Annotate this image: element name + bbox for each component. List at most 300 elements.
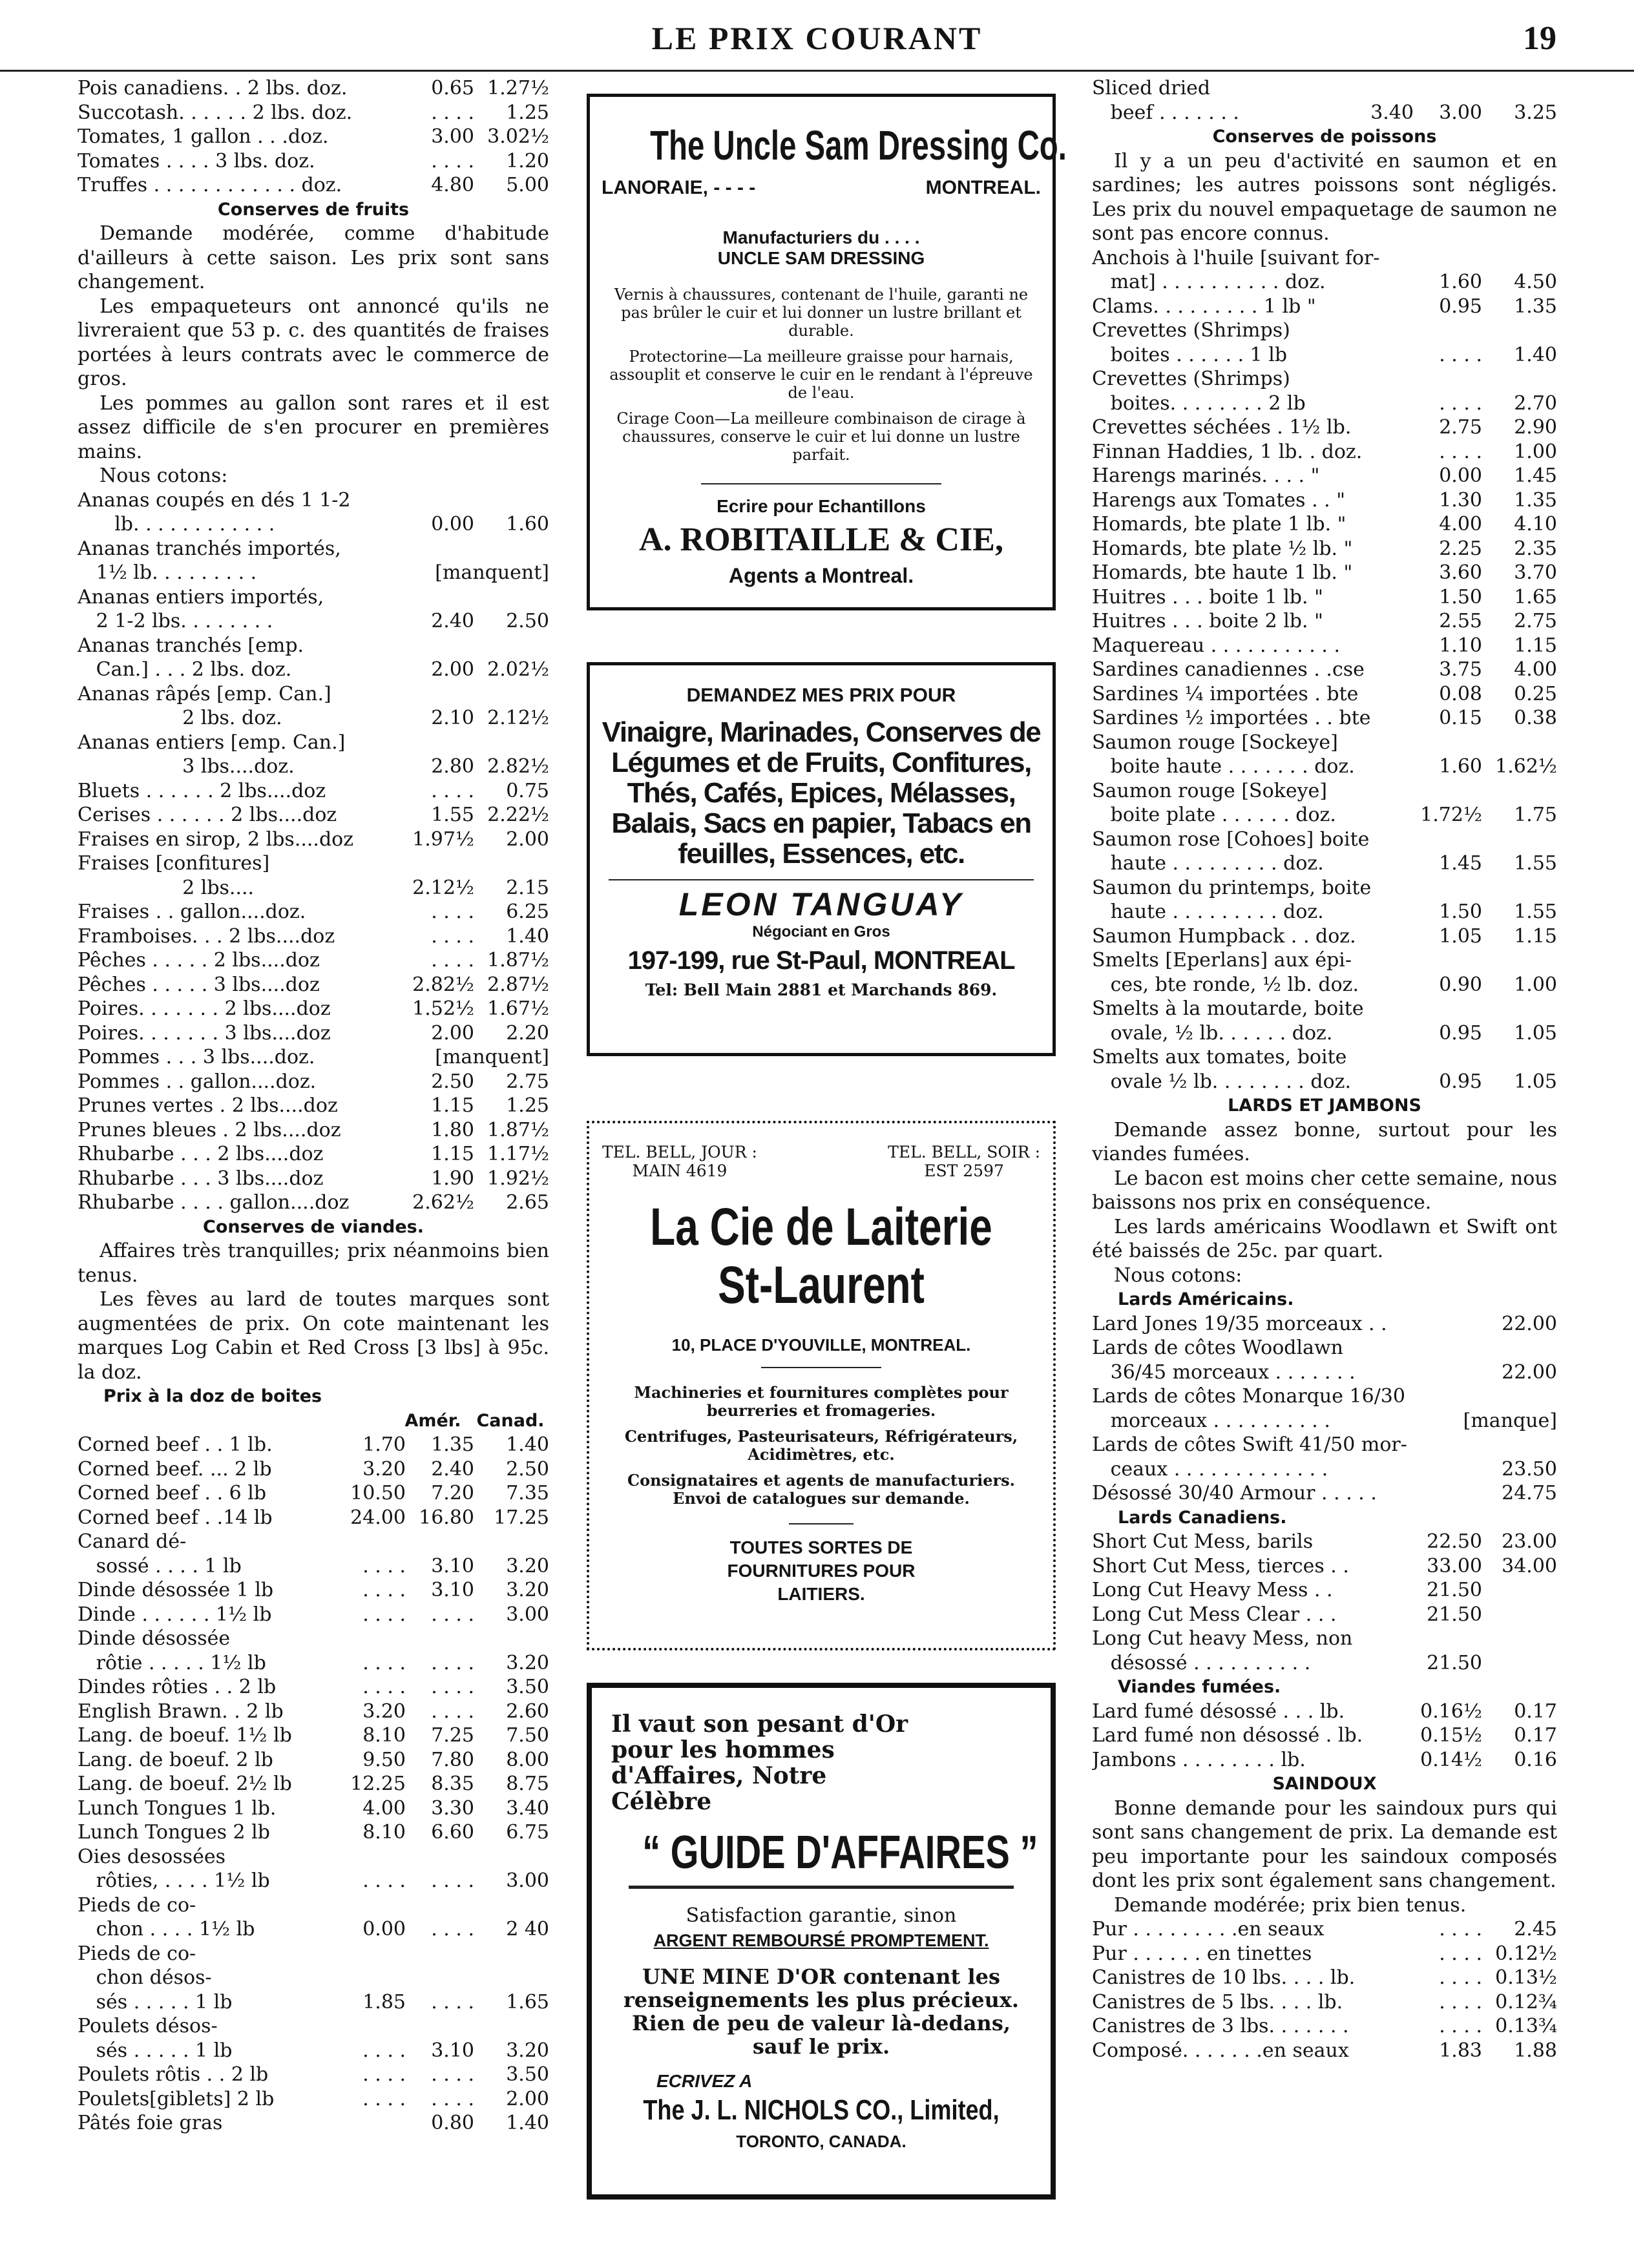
ad-dairy-name-line1: La Cie de Laiterie: [650, 1198, 992, 1256]
price-value: 8.10: [362, 1724, 406, 1747]
price-value: 23.50: [1502, 1457, 1557, 1481]
item-name: sés . . . . . 1 lb: [78, 1990, 233, 2013]
price-row: [1092, 415, 1557, 440]
price-row: [78, 1070, 549, 1094]
price-value: 0.65: [431, 77, 474, 99]
item-name-line: [1092, 367, 1557, 391]
item-name: Lunch Tongues 2 lb: [78, 1821, 270, 1844]
page-number: 19: [1523, 20, 1556, 57]
item-name: Smelts aux tomates, boite: [1092, 1046, 1347, 1068]
item-name: Sardines canadiennes . .cse: [1092, 658, 1365, 681]
item-name: Canistres de 3 lbs. . . . . . .: [1092, 2015, 1349, 2037]
price-value: 1.15: [431, 1094, 474, 1117]
ad-dairy-desc-machinery: Machineries et fournitures complètes pour beurreries et fromageries.: [634, 1383, 1009, 1420]
item-name: Saumon Humpback . . doz.: [1092, 924, 1356, 948]
price-value: 0.75: [506, 779, 549, 802]
item-name: Pieds de co-: [78, 1893, 196, 1917]
item-name-line: [1092, 948, 1557, 973]
item-name: Désossé 30/40 Armour . . . . .: [1092, 1482, 1377, 1504]
price-value: 3.40: [1370, 101, 1414, 124]
ad-samples-line: Ecrire pour Echantillons: [717, 496, 926, 516]
price-value: 2.75: [1514, 610, 1557, 632]
ad-agent-name: A. ROBITAILLE & CIE,: [639, 521, 1003, 558]
price-value: [manquent]: [435, 1046, 549, 1068]
item-name-line: [1092, 1336, 1557, 1360]
item-name: 2 1-2 lbs. . . . . . . .: [78, 610, 273, 632]
price-row: [78, 1675, 549, 1700]
item-name: Prunes bleues . 2 lbs....doz: [78, 1118, 341, 1141]
item-name: Tomates . . . . 3 lbs. doz.: [78, 149, 315, 172]
price-value: 1.65: [506, 1990, 549, 2013]
price-value: 2.50: [506, 610, 549, 632]
item-name: Lunch Tongues 1 lb.: [78, 1796, 277, 1820]
price-value: 1.10: [1439, 634, 1482, 657]
price-value: 2.62½: [412, 1191, 474, 1214]
price-value: 2.87½: [487, 973, 549, 996]
price-value: 3.20: [362, 1457, 406, 1481]
price-row: [1092, 754, 1557, 779]
item-name: Pêches . . . . . 2 lbs....doz: [78, 949, 320, 972]
item-name-line: [1092, 76, 1557, 101]
item-name-line: [78, 537, 549, 561]
price-value: . . . .: [431, 1869, 474, 1892]
price-value: 3.75: [1439, 658, 1482, 681]
item-name: Fraises . . gallon....doz.: [78, 900, 306, 923]
item-name: morceaux . . . . . . . . . .: [1092, 1409, 1330, 1432]
price-value: . . . .: [431, 779, 474, 802]
price-value: 21.50: [1427, 1579, 1482, 1601]
price-value: 1.67½: [487, 997, 549, 1020]
price-value: [manque]: [1463, 1409, 1557, 1432]
subsection-heading: Lards Canadiens.: [1118, 1507, 1287, 1528]
ad-guide-city: TORONTO, CANADA.: [736, 2132, 906, 2151]
price-value: 3.20: [506, 1651, 549, 1674]
price-value: 1.60: [506, 513, 549, 536]
price-row: [78, 609, 549, 634]
item-name: Pois canadiens. . 2 lbs. doz.: [78, 77, 348, 99]
ad-guide-mine: UNE MINE D'OR contenant les renseignements les plus précieux. Rien de peu de valeur là-dedans, sauf le prix.: [623, 1964, 1020, 2059]
price-row: [78, 1772, 549, 1796]
item-name-line: [1092, 318, 1557, 343]
price-value: 2.70: [1514, 391, 1557, 415]
price-row: [1092, 1700, 1557, 1724]
price-value: 6.75: [506, 1821, 549, 1844]
price-value: 22.00: [1502, 1312, 1557, 1335]
price-value: 6.25: [506, 900, 549, 923]
price-value: 23.00: [1502, 1530, 1557, 1553]
price-value: 3.20: [506, 1554, 549, 1577]
ad-merchant-phone: Tel: Bell Main 2881 et Marchands 869.: [645, 981, 998, 999]
market-paragraph: Les pommes au gallon sont rares et il est assez difficile de s'en procurer en premières mains.: [78, 391, 549, 463]
item-name: 2 lbs. doz.: [78, 707, 282, 729]
section-heading: Conserves de fruits: [217, 199, 410, 220]
item-name: Corned beef . . 1 lb.: [78, 1433, 273, 1456]
price-row: [1092, 803, 1557, 827]
item-name: Lards de côtes Monarque 16/30: [1092, 1385, 1405, 1408]
price-value: 7.80: [431, 1748, 474, 1771]
ad-divider: [789, 1523, 854, 1524]
item-name: Lang. de boeuf. 1½ lb: [78, 1724, 292, 1747]
price-value: 3.00: [506, 1869, 549, 1892]
item-name: Huitres . . . boite 1 lb. ": [1092, 585, 1323, 609]
item-name: Pommes . . . 3 lbs....doz.: [78, 1046, 315, 1068]
price-value: 3.00: [506, 1603, 549, 1626]
market-paragraph: Nous cotons:: [100, 464, 228, 487]
ad-item-polish: Vernis à chaussures, contenant de l'huile, garanti ne pas brûler le cuir et lui donner un lustre brillant et durable.: [614, 286, 1029, 340]
ad-guide-intro: Il vaut son pesant d'Or pour les hommes d'Affaires, Notre Célèbre: [611, 1711, 908, 1815]
page-header: [0, 14, 1634, 66]
price-value: 0.08: [1439, 682, 1482, 705]
price-value: 2.00: [431, 658, 474, 681]
price-value: 0.15: [1439, 707, 1482, 729]
price-value: 8.00: [506, 1748, 549, 1771]
price-row: [78, 1603, 549, 1627]
item-name: Lard fumé non désossé . lb.: [1092, 1724, 1363, 1747]
price-row: [78, 706, 549, 731]
item-name: Lards de côtes Swift 41/50 mor-: [1092, 1433, 1407, 1456]
price-value: 1.05: [1514, 1070, 1557, 1093]
price-value: 1.87½: [487, 949, 549, 972]
price-row: [78, 1506, 549, 1530]
price-row: [1092, 1966, 1557, 1990]
price-value: 16.80: [419, 1506, 474, 1529]
item-name: chon désos-: [78, 1966, 212, 1989]
item-name: Maquereau . . . . . . . . . . .: [1092, 634, 1340, 657]
price-row: [1092, 682, 1557, 707]
item-name: Poires. . . . . . . 3 lbs....doz: [78, 1021, 331, 1045]
item-name: Pâtés foie gras: [78, 2112, 223, 2134]
price-row: [78, 900, 549, 924]
ad-agent-city: Agents a Montreal.: [728, 564, 914, 587]
price-value: 0.95: [1439, 1021, 1482, 1045]
item-name: Dinde désossée: [78, 1627, 231, 1650]
price-value: 1.15: [1514, 924, 1557, 948]
price-row: [1092, 900, 1557, 924]
price-row: [1092, 1312, 1557, 1337]
price-row: [78, 997, 549, 1021]
market-paragraph: Le bacon est moins cher cette semaine, nous baissons nos prix en conséquence.: [1092, 1167, 1557, 1214]
price-value: 8.75: [506, 1773, 549, 1795]
price-value: . . . .: [1439, 1918, 1482, 1940]
price-value: 4.00: [362, 1796, 406, 1820]
ad-product-list: Vinaigre, Marinades, Conserves de Légumes et de Fruits, Confitures, Thés, Cafés, Epices, Mélasses, Balais, Sacs en papier, Tabacs en feuilles, Essences, etc.: [602, 716, 1041, 869]
price-value: 1.92½: [487, 1167, 549, 1190]
price-value: 2.00: [506, 827, 549, 851]
item-name: Long Cut heavy Mess, non: [1092, 1627, 1353, 1650]
price-row: [78, 1700, 549, 1724]
price-row: [78, 1142, 549, 1167]
item-name-line: [78, 1942, 549, 1966]
ad-guide-title: “ GUIDE D'AFFAIRES ”: [642, 1827, 1038, 1878]
item-name: Crevettes (Shrimps): [1092, 368, 1290, 390]
price-value: 1.97½: [412, 827, 474, 851]
item-name: boite plate . . . . . . doz.: [1092, 804, 1336, 826]
price-row: [1092, 851, 1557, 876]
item-name: Lard Jones 19/35 morceaux . .: [1092, 1312, 1387, 1335]
price-value: 3.30: [431, 1796, 474, 1820]
price-value: 3.70: [1514, 561, 1557, 584]
price-column-headers: [78, 1409, 549, 1433]
price-value: . . . .: [1439, 1942, 1482, 1965]
item-name: ovale, ½ lb. . . . . . doz.: [1092, 1021, 1333, 1045]
section-heading: Conserves de poissons: [1212, 127, 1437, 147]
item-name: rôtie . . . . . 1½ lb: [78, 1651, 266, 1674]
market-paragraph: Demande modérée; prix bien tenus.: [1114, 1893, 1467, 1917]
price-value: 17.25: [494, 1506, 549, 1529]
item-name: Sardines ½ importées . . bte: [1092, 707, 1371, 729]
price-row: [78, 948, 549, 973]
price-value: 1.52½: [412, 997, 474, 1020]
price-value: 7.25: [431, 1724, 474, 1747]
price-value: 4.00: [1514, 658, 1557, 681]
price-value: . . . .: [431, 149, 474, 172]
price-value: 1.55: [431, 804, 474, 826]
item-name: Poulets rôtis . . 2 lb: [78, 2063, 269, 2086]
price-row: [78, 1481, 549, 1506]
price-row: [1092, 1603, 1557, 1627]
price-row: [1092, 391, 1557, 416]
item-name: ces, bte ronde, ½ lb. doz.: [1092, 973, 1359, 996]
ad-guide-affaires: [587, 1683, 1056, 2200]
price-value: 3.50: [506, 2063, 549, 2086]
item-name: Sliced dried: [1092, 77, 1211, 99]
price-row: [78, 876, 549, 900]
price-value: 3.02½: [487, 125, 549, 148]
item-name: Finnan Haddies, 1 lb. . doz.: [1092, 440, 1363, 463]
price-value: . . . .: [1439, 1990, 1482, 2013]
item-name: Dinde désossée 1 lb: [78, 1579, 274, 1601]
item-name: mat] . . . . . . . . . . doz.: [1092, 271, 1326, 293]
item-name: Rhubarbe . . . 2 lbs....doz: [78, 1143, 324, 1165]
price-value: 0.90: [1439, 973, 1482, 996]
item-name: Saumon rose [Cohoes] boite: [1092, 827, 1370, 851]
price-value: 0.13½: [1495, 1966, 1557, 1989]
item-name-line: [1092, 779, 1557, 804]
price-value: 7.20: [431, 1482, 474, 1504]
item-name: Poulets désos-: [78, 2015, 218, 2037]
item-name: beef . . . . . . .: [1092, 101, 1239, 124]
price-value: 4.50: [1514, 271, 1557, 293]
price-value: 1.35: [1514, 295, 1557, 318]
price-row: [78, 1457, 549, 1482]
price-value: . . . .: [362, 1676, 406, 1698]
item-name: Can.] . . . 2 lbs. doz.: [78, 658, 292, 681]
ad-divider: [761, 1367, 882, 1368]
price-value: 5.00: [506, 174, 549, 196]
price-value: 24.00: [350, 1506, 406, 1529]
right-price-column: [1092, 76, 1557, 2063]
price-row: [78, 1167, 549, 1191]
price-row: [1092, 2014, 1557, 2039]
price-value: . . . .: [431, 2063, 474, 2086]
item-name: Dinde . . . . . . 1½ lb: [78, 1603, 272, 1626]
ad-item-protectorine: Protectorine—La meilleure graisse pour harnais, assouplit et conserve le cuir en le rendant à l'épreuve de l'eau.: [609, 348, 1033, 402]
item-name: Lards de côtes Woodlawn: [1092, 1337, 1343, 1359]
item-name: Crevettes séchées . 1½ lb.: [1092, 416, 1352, 439]
ad-product-name: UNCLE SAM DRESSING: [717, 248, 925, 268]
item-name: Smelts à la moutarde, boite: [1092, 997, 1364, 1020]
price-row: [1092, 343, 1557, 368]
item-name: boites . . . . . . 1 lb: [1092, 343, 1288, 366]
price-row: [1092, 1748, 1557, 1773]
price-row: [1092, 537, 1557, 561]
price-value: 2.50: [431, 1070, 474, 1093]
price-value: 3.60: [1439, 561, 1482, 584]
price-value: 0.16½: [1420, 1700, 1482, 1723]
item-name: Cerises . . . . . . 2 lbs....doz: [78, 804, 337, 826]
item-name-line: [78, 1893, 549, 1918]
item-name: boites. . . . . . . . 2 lb: [1092, 391, 1306, 415]
item-name: Canistres de 5 lbs. . . . lb.: [1092, 1990, 1343, 2013]
price-value: 2.90: [1514, 416, 1557, 439]
item-name: Ananas coupés en dés 1 1-2: [78, 488, 351, 512]
price-value: 1.15: [431, 1143, 474, 1165]
price-row: [78, 1045, 549, 1070]
price-value: 3.20: [362, 1700, 406, 1723]
price-value: 21.50: [1427, 1651, 1482, 1674]
price-row: [78, 1094, 549, 1118]
price-value: 4.80: [431, 174, 474, 196]
price-value: 3.50: [506, 1676, 549, 1698]
item-name-line: [78, 851, 549, 876]
item-name: ceaux . . . . . . . . . . . . .: [1092, 1457, 1328, 1481]
price-value: . . . .: [431, 1651, 474, 1674]
price-value: 24.75: [1502, 1482, 1557, 1504]
price-value: 1.75: [1514, 804, 1557, 826]
ad-merchant-trade: Négociant en Gros: [752, 923, 890, 941]
ad-ask-prices: DEMANDEZ MES PRIX POUR: [686, 685, 956, 706]
item-name: Saumon du printemps, boite: [1092, 876, 1372, 899]
price-value: 1.20: [506, 149, 549, 172]
price-value: 10.50: [350, 1482, 406, 1504]
price-row: [78, 1021, 549, 1046]
item-name: Homards, bte haute 1 lb. ": [1092, 561, 1353, 584]
price-value: 3.00: [1439, 101, 1482, 124]
market-paragraph: Les fèves au lard de toutes marques sont augmentées de prix. On cote maintenant les marques Log Cabin et Red Cross [3 lbs] à 95c. la doz.: [78, 1288, 549, 1384]
price-row: [1092, 2039, 1557, 2063]
price-value: 2.00: [431, 1021, 474, 1045]
item-name: Homards, bte plate 1 lb. ": [1092, 513, 1346, 536]
price-value: 2.80: [431, 755, 474, 778]
item-name: Fraises en sirop, 2 lbs....doz: [78, 827, 354, 851]
price-value: 4.00: [1439, 513, 1482, 536]
item-name: Rhubarbe . . . 3 lbs....doz: [78, 1167, 324, 1190]
item-name: Framboises. . . 2 lbs....doz: [78, 924, 335, 948]
item-name: Jambons . . . . . . . . lb.: [1092, 1748, 1306, 1771]
price-value: 1.00: [1514, 973, 1557, 996]
price-value: 2.40: [431, 610, 474, 632]
price-row: [78, 803, 549, 827]
price-value: 22.50: [1427, 1530, 1482, 1553]
subsection-heading: Lards Américains.: [1118, 1289, 1294, 1309]
price-row: [1092, 1021, 1557, 1046]
price-value: 1.40: [506, 924, 549, 948]
item-name: Pur . . . . . . en tinettes: [1092, 1942, 1312, 1965]
price-value: 1.72½: [1420, 804, 1482, 826]
price-value: 8.10: [362, 1821, 406, 1844]
item-name: Clams. . . . . . . . . 1 lb ": [1092, 295, 1323, 318]
price-row: [1092, 1530, 1557, 1554]
item-name: Fraises [confitures]: [78, 852, 270, 875]
price-value: 0.00: [362, 1918, 406, 1940]
price-row: [1092, 609, 1557, 634]
item-name: Smelts [Eperlans] aux épi-: [1092, 949, 1352, 972]
price-value: 2.82½: [487, 755, 549, 778]
price-row: [78, 1723, 549, 1748]
ad-dairy-desc-agents: Consignataires et agents de manufacturiers. Envoi de catalogues sur demande.: [627, 1471, 1016, 1508]
price-value: 2 40: [506, 1918, 549, 1940]
price-value: 1.87½: [487, 1118, 549, 1141]
item-name: Saumon rouge [Sokeye]: [1092, 779, 1327, 802]
price-value: 0.95: [1439, 295, 1482, 318]
market-paragraph: Affaires très tranquilles; prix néanmoins bien tenus.: [78, 1240, 549, 1287]
price-row: [78, 1796, 549, 1821]
price-row: [1092, 1578, 1557, 1603]
subsection-heading: Prix à la doz de boites: [103, 1386, 322, 1406]
price-value: 2.02½: [487, 658, 549, 681]
price-value: 12.25: [350, 1773, 406, 1795]
price-value: 2.40: [431, 1457, 474, 1481]
item-name: Tomates, 1 gallon . . .doz.: [78, 125, 329, 148]
item-name: Dindes rôties . . 2 lb: [78, 1676, 277, 1698]
price-value: 0.00: [1439, 464, 1482, 487]
price-value: . . . .: [1439, 440, 1482, 463]
price-value: 0.95: [1439, 1070, 1482, 1093]
price-value: . . . .: [431, 924, 474, 948]
item-name: 36/45 morceaux . . . . . . .: [1092, 1360, 1356, 1384]
item-name: Poires. . . . . . . 2 lbs....doz: [78, 997, 331, 1020]
price-row: [78, 1651, 549, 1676]
price-value: . . . .: [362, 1651, 406, 1674]
item-name: Ananas tranchés [emp.: [78, 634, 304, 657]
item-name: Saumon rouge [Sockeye]: [1092, 731, 1338, 754]
price-row: [1092, 1942, 1557, 1966]
price-value: 1.00: [1514, 440, 1557, 463]
price-value: 1.05: [1514, 1021, 1557, 1045]
price-value: 34.00: [1502, 1554, 1557, 1577]
price-row: [1092, 634, 1557, 658]
price-row: [1092, 295, 1557, 319]
price-row: [1092, 101, 1557, 125]
price-value: 1.83: [1439, 2039, 1482, 2062]
price-value: 2.12½: [412, 876, 474, 899]
price-value: . . . .: [362, 1579, 406, 1601]
item-name: désossé . . . . . . . . . .: [1092, 1651, 1311, 1674]
ad-guide-refund: ARGENT REMBOURSÉ PROMPTEMENT.: [653, 1931, 989, 1950]
item-name-line: [78, 1966, 549, 1990]
price-value: 21.50: [1427, 1603, 1482, 1626]
item-name-line: [78, 1845, 549, 1869]
item-name: sossé . . . . 1 lb: [78, 1554, 242, 1577]
price-value: 6.60: [431, 1821, 474, 1844]
subsection-heading: Viandes fumées.: [1118, 1677, 1281, 1697]
ad-guide-company: The J. L. NICHOLS CO., Limited,: [643, 2094, 1000, 2126]
ad-dairy-desc-equipment: Centrifuges, Pasteurisateurs, Réfrigérateurs, Acidimètres, etc.: [624, 1427, 1018, 1464]
price-value: 1.05: [1439, 924, 1482, 948]
price-value: 1.40: [506, 1433, 549, 1456]
price-row: [1092, 1917, 1557, 1942]
price-value: 2.10: [431, 707, 474, 729]
item-name: Bluets . . . . . . 2 lbs....doz: [78, 779, 326, 802]
item-name-line: [1092, 1627, 1557, 1651]
price-value: 2.45: [1514, 1918, 1557, 1940]
price-row: [78, 173, 549, 198]
item-name: 3 lbs....doz.: [78, 755, 295, 778]
price-value: 2.00: [506, 2087, 549, 2110]
price-row: [1092, 488, 1557, 513]
price-row: [78, 2087, 549, 2112]
item-name: Pieds de co-: [78, 1942, 196, 1965]
